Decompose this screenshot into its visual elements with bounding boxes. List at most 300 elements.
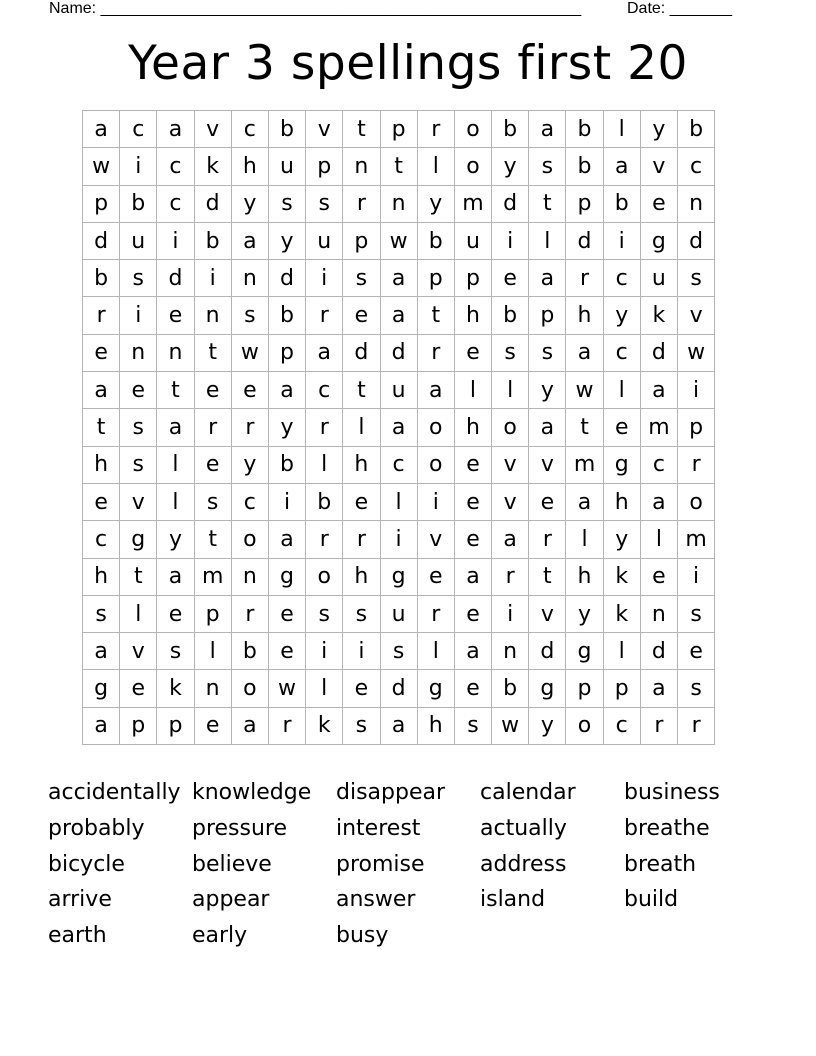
grid-cell: s (306, 595, 343, 632)
grid-cell: n (194, 297, 231, 334)
grid-cell: h (603, 483, 640, 520)
grid-cell: b (566, 111, 603, 148)
grid-cell: i (417, 483, 454, 520)
grid-cell: y (268, 409, 305, 446)
grid-cell: p (454, 260, 491, 297)
grid-cell: r (306, 409, 343, 446)
grid-cell: l (120, 595, 157, 632)
grid-cell: e (454, 670, 491, 707)
grid-cell: e (343, 483, 380, 520)
grid-cell: s (120, 446, 157, 483)
grid-cell: s (83, 595, 120, 632)
grid-cell: s (529, 148, 566, 185)
grid-cell: a (566, 483, 603, 520)
grid-cell: o (306, 558, 343, 595)
grid-cell: d (380, 334, 417, 371)
grid-cell: y (566, 595, 603, 632)
grid-row (83, 148, 715, 185)
grid-cell: d (492, 185, 529, 222)
grid-cell: i (492, 595, 529, 632)
grid-cell: r (231, 595, 268, 632)
word-list-item: appear (192, 887, 270, 913)
grid-cell: u (268, 148, 305, 185)
grid-cell: b (566, 148, 603, 185)
grid-cell: n (231, 558, 268, 595)
grid-cell: n (492, 633, 529, 670)
grid-cell: d (194, 185, 231, 222)
grid-cell: p (306, 148, 343, 185)
grid-cell: e (268, 595, 305, 632)
grid-cell: t (417, 297, 454, 334)
grid-cell: e (157, 595, 194, 632)
grid-cell: g (566, 633, 603, 670)
grid-cell: l (603, 633, 640, 670)
grid-cell: n (678, 185, 715, 222)
word-list-item: bicycle (48, 851, 125, 877)
word-list-item: build (624, 887, 679, 913)
grid-cell: y (603, 297, 640, 334)
grid-cell: y (529, 372, 566, 409)
grid-cell: y (640, 111, 677, 148)
grid-cell: h (83, 446, 120, 483)
grid-cell: g (603, 446, 640, 483)
grid-cell: s (157, 633, 194, 670)
grid-cell: k (603, 558, 640, 595)
grid-cell: d (268, 260, 305, 297)
grid-cell: b (306, 483, 343, 520)
grid-cell: e (529, 483, 566, 520)
grid-cell: a (640, 372, 677, 409)
grid-cell: r (83, 297, 120, 334)
grid-row (83, 409, 715, 446)
grid-cell: t (529, 185, 566, 222)
word-list-item: breath (624, 851, 697, 877)
grid-cell: y (268, 222, 305, 259)
word-list-item: island (480, 887, 546, 913)
grid-row (83, 111, 715, 148)
grid-cell: u (454, 222, 491, 259)
grid-cell: m (194, 558, 231, 595)
grid-cell: e (454, 521, 491, 558)
grid-cell: n (380, 185, 417, 222)
grid-cell: a (380, 409, 417, 446)
grid-cell: d (157, 260, 194, 297)
grid-cell: d (380, 670, 417, 707)
grid-cell: a (566, 334, 603, 371)
grid-cell: r (306, 521, 343, 558)
grid-cell: l (306, 670, 343, 707)
grid-row (83, 222, 715, 259)
grid-cell: p (529, 297, 566, 334)
grid-cell: n (194, 670, 231, 707)
grid-cell: u (120, 222, 157, 259)
grid-cell: s (306, 185, 343, 222)
grid-cell: a (492, 521, 529, 558)
grid-cell: c (83, 521, 120, 558)
grid-cell: v (492, 446, 529, 483)
grid-cell: y (157, 521, 194, 558)
grid-cell: b (492, 297, 529, 334)
grid-cell: o (417, 446, 454, 483)
grid-cell: b (678, 111, 715, 148)
grid-cell: b (417, 222, 454, 259)
grid-cell: a (157, 111, 194, 148)
grid-cell: y (231, 446, 268, 483)
grid-cell: r (529, 521, 566, 558)
grid-cell: b (83, 260, 120, 297)
grid-cell: a (231, 707, 268, 744)
word-list-item: accidentally (48, 780, 181, 805)
grid-cell: g (268, 558, 305, 595)
grid-cell: p (194, 595, 231, 632)
grid-cell: h (343, 558, 380, 595)
grid-cell: r (268, 707, 305, 744)
grid-cell: m (678, 521, 715, 558)
grid-cell: l (380, 483, 417, 520)
grid-cell: t (120, 558, 157, 595)
grid-cell: h (343, 446, 380, 483)
grid-cell: y (603, 521, 640, 558)
grid-cell: b (120, 185, 157, 222)
grid-cell: s (231, 297, 268, 334)
grid-cell: p (120, 707, 157, 744)
grid-cell: s (529, 334, 566, 371)
grid-cell: m (640, 409, 677, 446)
grid-cell: g (380, 558, 417, 595)
grid-cell: l (417, 633, 454, 670)
grid-cell: i (380, 521, 417, 558)
grid-cell: l (157, 483, 194, 520)
grid-cell: e (454, 483, 491, 520)
grid-cell: n (157, 334, 194, 371)
grid-cell: t (566, 409, 603, 446)
grid-cell: i (120, 148, 157, 185)
grid-cell: m (566, 446, 603, 483)
grid-cell: p (380, 111, 417, 148)
grid-cell: u (640, 260, 677, 297)
word-list-item: answer (336, 887, 416, 913)
grid-cell: s (678, 260, 715, 297)
grid-cell: l (603, 111, 640, 148)
grid-cell: y (492, 148, 529, 185)
word-list-item: breathe (624, 815, 710, 841)
grid-cell: w (566, 372, 603, 409)
grid-cell: n (120, 334, 157, 371)
grid-cell: c (231, 111, 268, 148)
grid-cell: a (454, 558, 491, 595)
grid-cell: p (678, 409, 715, 446)
grid-cell: i (492, 222, 529, 259)
grid-cell: t (380, 148, 417, 185)
grid-cell: v (194, 111, 231, 148)
grid-cell: i (157, 222, 194, 259)
grid-cell: v (640, 148, 677, 185)
grid-cell: b (268, 446, 305, 483)
grid-cell: c (157, 185, 194, 222)
grid-row (83, 707, 715, 744)
grid-cell: s (380, 633, 417, 670)
grid-cell: h (417, 707, 454, 744)
grid-cell: h (566, 558, 603, 595)
grid-cell: i (194, 260, 231, 297)
grid-cell: l (306, 446, 343, 483)
grid-cell: p (268, 334, 305, 371)
grid-cell: s (343, 707, 380, 744)
grid-cell: e (194, 707, 231, 744)
grid-row (83, 334, 715, 371)
grid-cell: a (529, 409, 566, 446)
grid-cell: c (678, 148, 715, 185)
word-list (48, 778, 778, 958)
grid-cell: h (83, 558, 120, 595)
word-search-grid (82, 110, 715, 745)
grid-cell: l (343, 409, 380, 446)
grid-cell: k (306, 707, 343, 744)
grid-cell: r (492, 558, 529, 595)
grid-cell: e (343, 670, 380, 707)
grid-cell: d (566, 222, 603, 259)
grid-cell: b (194, 222, 231, 259)
grid-cell: s (194, 483, 231, 520)
grid-cell: c (380, 446, 417, 483)
grid-cell: a (529, 111, 566, 148)
word-list-item: calendar (480, 780, 576, 805)
grid-cell: d (640, 633, 677, 670)
word-list-item: disappear (336, 780, 446, 805)
grid-cell: d (343, 334, 380, 371)
grid-cell: l (454, 372, 491, 409)
grid-cell: e (454, 446, 491, 483)
grid-cell: y (231, 185, 268, 222)
grid-cell: g (529, 670, 566, 707)
grid-cell: e (640, 185, 677, 222)
grid-cell: l (566, 521, 603, 558)
grid-cell: b (492, 111, 529, 148)
grid-cell: r (678, 707, 715, 744)
grid-cell: p (566, 670, 603, 707)
grid-cell: c (603, 707, 640, 744)
word-list-item: business (624, 780, 720, 805)
grid-cell: e (603, 409, 640, 446)
grid-cell: c (157, 148, 194, 185)
grid-cell: w (678, 334, 715, 371)
grid-cell: v (306, 111, 343, 148)
grid-cell: a (380, 260, 417, 297)
grid-cell: o (566, 707, 603, 744)
grid-cell: o (231, 521, 268, 558)
grid-cell: e (454, 595, 491, 632)
grid-cell: a (83, 707, 120, 744)
grid-cell: i (678, 372, 715, 409)
grid-cell: i (306, 260, 343, 297)
grid-cell: t (83, 409, 120, 446)
grid-cell: s (268, 185, 305, 222)
grid-cell: a (529, 260, 566, 297)
grid-cell: w (83, 148, 120, 185)
word-list-item: interest (336, 815, 421, 841)
grid-cell: r (194, 409, 231, 446)
grid-cell: e (120, 372, 157, 409)
grid-cell: a (157, 409, 194, 446)
grid-cell: a (640, 670, 677, 707)
grid-row (83, 185, 715, 222)
grid-cell: n (343, 148, 380, 185)
grid-cell: a (603, 148, 640, 185)
name-field-label: Name: ______________________________________________________ (49, 0, 582, 17)
grid-cell: c (603, 334, 640, 371)
grid-cell: e (194, 372, 231, 409)
grid-cell: s (120, 260, 157, 297)
grid-cell: u (380, 372, 417, 409)
grid-cell: i (603, 222, 640, 259)
grid-cell: e (640, 558, 677, 595)
grid-cell: c (231, 483, 268, 520)
grid-cell: l (529, 222, 566, 259)
grid-row (83, 521, 715, 558)
grid-cell: c (640, 446, 677, 483)
grid-cell: s (343, 260, 380, 297)
grid-cell: r (566, 260, 603, 297)
grid-cell: i (343, 633, 380, 670)
grid-cell: p (157, 707, 194, 744)
grid-cell: b (268, 297, 305, 334)
grid-cell: a (83, 111, 120, 148)
grid-cell: n (231, 260, 268, 297)
grid-cell: d (640, 334, 677, 371)
grid-cell: d (678, 222, 715, 259)
grid-cell: h (566, 297, 603, 334)
grid-cell: s (454, 707, 491, 744)
grid-cell: k (603, 595, 640, 632)
grid-cell: h (454, 297, 491, 334)
word-list-item: earth (48, 923, 107, 949)
grid-cell: p (566, 185, 603, 222)
grid-cell: i (120, 297, 157, 334)
grid-cell: o (454, 111, 491, 148)
grid-cell: k (640, 297, 677, 334)
grid-cell: l (603, 372, 640, 409)
grid-cell: s (343, 595, 380, 632)
grid-cell: g (120, 521, 157, 558)
grid-cell: h (231, 148, 268, 185)
grid-cell: t (157, 372, 194, 409)
grid-cell: l (157, 446, 194, 483)
grid-cell: l (640, 521, 677, 558)
grid-cell: p (83, 185, 120, 222)
grid-cell: m (454, 185, 491, 222)
grid-cell: i (268, 483, 305, 520)
grid-cell: g (640, 222, 677, 259)
word-list-item: probably (48, 815, 145, 841)
grid-cell: o (678, 483, 715, 520)
grid-cell: w (231, 334, 268, 371)
grid-cell: e (454, 334, 491, 371)
grid-cell: e (120, 670, 157, 707)
grid-cell: t (343, 372, 380, 409)
grid-cell: e (343, 297, 380, 334)
grid-cell: l (492, 372, 529, 409)
grid-cell: i (678, 558, 715, 595)
word-list-item: actually (480, 815, 567, 841)
grid-cell: v (492, 483, 529, 520)
grid-cell: n (640, 595, 677, 632)
grid-cell: p (343, 222, 380, 259)
grid-cell: v (678, 297, 715, 334)
grid-cell: a (268, 521, 305, 558)
grid-cell: g (417, 670, 454, 707)
grid-row (83, 260, 715, 297)
grid-cell: y (417, 185, 454, 222)
grid-cell: a (83, 372, 120, 409)
grid-cell: r (343, 185, 380, 222)
grid-cell: u (380, 595, 417, 632)
grid-cell: w (380, 222, 417, 259)
grid-cell: v (417, 521, 454, 558)
grid-cell: k (157, 670, 194, 707)
grid-cell: a (83, 633, 120, 670)
grid-cell: b (492, 670, 529, 707)
grid-row (83, 297, 715, 334)
grid-cell: t (529, 558, 566, 595)
word-list-item: address (480, 851, 567, 877)
grid-cell: o (492, 409, 529, 446)
grid-cell: r (231, 409, 268, 446)
grid-cell: s (120, 409, 157, 446)
word-list-item: knowledge (192, 780, 312, 805)
grid-row (83, 446, 715, 483)
grid-cell: e (417, 558, 454, 595)
grid-cell: v (529, 595, 566, 632)
grid-cell: l (194, 633, 231, 670)
word-list-item: pressure (192, 815, 288, 841)
grid-cell: a (454, 633, 491, 670)
grid-cell: e (231, 372, 268, 409)
grid-cell: v (529, 446, 566, 483)
grid-cell: c (120, 111, 157, 148)
grid-cell: w (268, 670, 305, 707)
grid-cell: t (194, 334, 231, 371)
grid-cell: e (492, 260, 529, 297)
grid-cell: l (417, 148, 454, 185)
grid-cell: v (120, 633, 157, 670)
grid-row (83, 633, 715, 670)
grid-cell: s (678, 670, 715, 707)
grid-cell: a (157, 558, 194, 595)
grid-cell: e (83, 483, 120, 520)
word-list-item: believe (192, 851, 272, 877)
grid-cell: r (640, 707, 677, 744)
grid-cell: r (343, 521, 380, 558)
grid-cell: t (194, 521, 231, 558)
grid-row (83, 558, 715, 595)
grid-cell: o (417, 409, 454, 446)
grid-cell: a (417, 372, 454, 409)
grid-cell: o (454, 148, 491, 185)
grid-cell: e (268, 633, 305, 670)
grid-cell: b (231, 633, 268, 670)
grid-cell: a (268, 372, 305, 409)
grid-cell: r (417, 334, 454, 371)
grid-cell: r (417, 111, 454, 148)
grid-cell: t (343, 111, 380, 148)
grid-cell: y (529, 707, 566, 744)
grid-row (83, 372, 715, 409)
grid-cell: a (380, 297, 417, 334)
grid-cell: b (268, 111, 305, 148)
grid-cell: r (417, 595, 454, 632)
grid-row (83, 670, 715, 707)
grid-cell: d (529, 633, 566, 670)
